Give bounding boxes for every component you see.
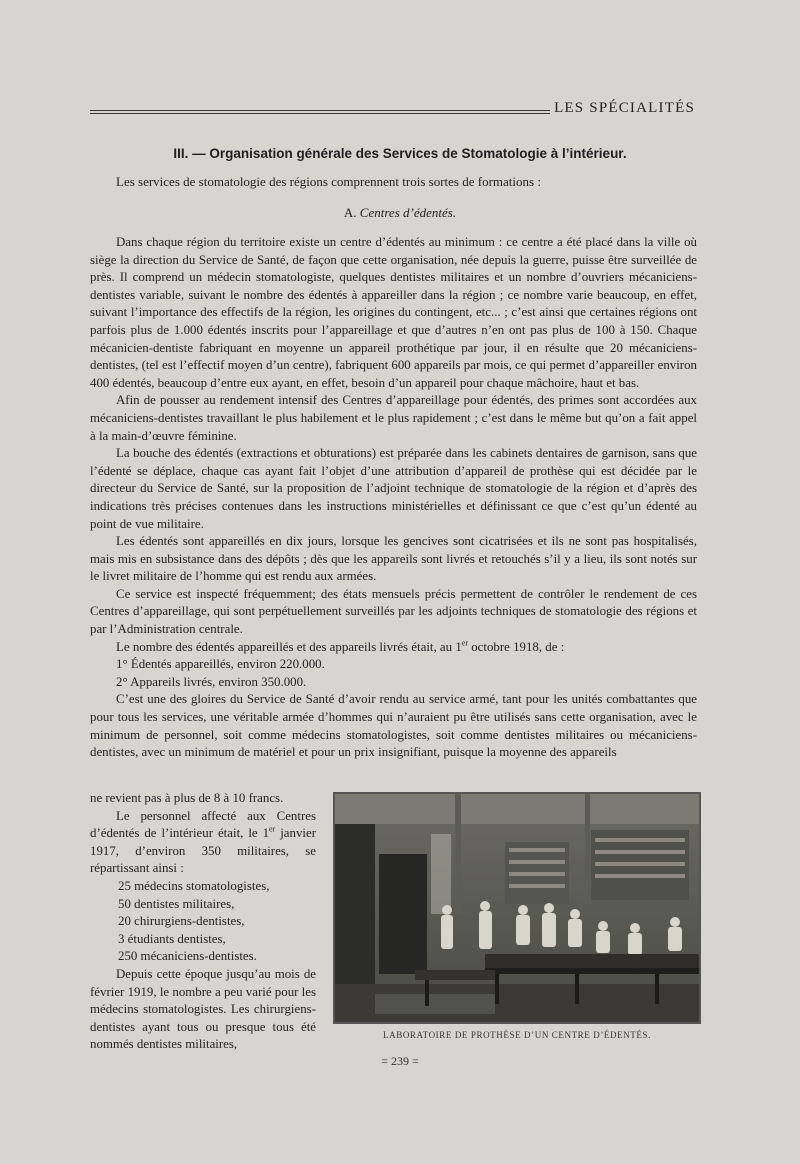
laboratory-photo [333, 792, 701, 1024]
paragraph: Afin de pousser au rendement intensif des Centres d’appareillage pour édentés, des primes sont accordées aux mécaniciens-dentistes travaillant le plus habilement et le plus rapidement ; c’est dans le même but qu’on a fait appel à la main-d’œuvre féminine. [90, 393, 697, 443]
body-text [90, 234, 697, 762]
header-title: LES SPÉCIALITÉS [554, 100, 695, 116]
header-rule [90, 113, 550, 114]
paragraph: Les édentés sont appareillés en dix jours, lorsque les gencives sont cicatrisées et ils ne sont pas hospitalisés, mais mis en subsistance dans des dépôts ; dès que les appareils sont livrés et retouchés s’il y a lieu, ils sont notés sur le livret militaire de l’homme qui est rendu aux armées. [90, 534, 697, 584]
paragraph: C’est une des gloires du Service de Santé d’avoir rendu au service armé, tant pour les unités combattantes que pour tous les services, une véritable armée d’hommes qui n’auraient pu être utilisés sans cette organisation, avec le minimum de personnel, soit comme médecins stomatologistes, soit comme dentistes militaires ou mécaniciens-dentistes, avec un minimum de matériel et pour un prix insignifiant, puisque la moyenne des appareils [90, 692, 697, 760]
paragraph-text: Le nombre des édentés appareillés et des appareils livrés était, au 1 [116, 639, 462, 654]
paragraph: La bouche des édentés (extractions et obturations) est préparée dans les cabinets dentaires de garnison, sans que l’édenté se déplace, chaque cas ayant fait l’objet d’une attribution d’appareil de prothèse qui est décidée par le directeur du Service de Santé, sur la proposition de l’adjoint technique de stomatologie de la région et d’après des indications très précises contenues dans les instructions ministérielles et définissant ce que c’est qu’un édenté au point de vue militaire. [90, 446, 697, 531]
list-item: 2° Appareils livrés, environ 350.000. [116, 674, 307, 689]
superscript: er [461, 638, 468, 648]
list-item: 250 mécaniciens-dentistes. [118, 949, 257, 964]
list-item: 20 chirurgiens-dentistes, [118, 914, 245, 929]
paragraph-text: janvier 1917, d’environ 350 militaires, se répartissant ainsi : [90, 826, 316, 876]
subheading [0, 205, 800, 221]
paragraph-continuation: ne revient pas à plus de 8 à 10 francs. [90, 791, 284, 805]
section-title: III. — Organisation générale des Services de Stomatologie à l’intérieur. [173, 146, 627, 161]
header-rule [90, 110, 550, 111]
subheading-letter: A. [343, 205, 357, 220]
paragraph-text: Le personnel affecté aux Centres d’édentés de l’intérieur était, le 1 [90, 808, 316, 841]
list-item: 25 médecins stomatologistes, [118, 878, 270, 893]
superscript: er [269, 824, 276, 834]
paragraph [90, 808, 316, 878]
subheading-text: Centres d’édentés. [359, 205, 457, 220]
list-item: 1° Édentés appareillés, environ 220.000. [116, 657, 325, 672]
paragraph [90, 639, 697, 657]
paragraph: Depuis cette époque jusqu’au mois de février 1919, le nombre a peu varié pour les médecins stomatologistes. Les chirurgiens-dentistes ayant tous ou presque tous été nommés dentistes militaires, [90, 966, 316, 1052]
photo-caption: LABORATOIRE DE PROTHÈSE D’UN CENTRE D’ÉDENTÉS. [383, 1030, 651, 1040]
running-header [90, 98, 695, 120]
laboratory-scene-image [335, 794, 699, 1022]
paragraph: Ce service est inspecté fréquemment; des états mensuels précis permettent de contrôler le rendement de ces Centres d’appareillage, qui sont perpétuellement surveillés par les adjoints techniques de stomatologie des régions et par l’Administration centrale. [90, 586, 697, 637]
intro-text: Les services de stomatologie des régions comprennent trois sortes de formations : [116, 174, 541, 189]
paragraph: Dans chaque région du territoire existe un centre d’édentés au minimum : ce centre a été placé dans la ville où siège la direction du Service de Santé, de façon que cette organisation, née depuis la guerre, puisse être surveillée de près. Il comprend un médecin stomatologiste, quelques dentistes militaires et un nombre d’ouvriers mécaniciens-dentistes variable, suivant le nombre des édentés à appareiller dans la région ; ce nombre varie beaucoup, en effet, suivant l’importance des effectifs de la région, les origines du contingent, etc... ; c’est ainsi que certaines régions ont parfois plus de 1.000 édentés inscrits pour l’appareillage et que d’autres n’en ont pas plus de 100 à 150. Chaque mécanicien-dentiste fabriquant en moyenne un appareil prothétique par jour, il en résulte que 20 mécaniciens-dentistes, (tel est l’effectif moyen d’un centre), fabriquent 600 appareils par mois, ce qui permet d’appareiller environ 400 édentés, beaucoup d’entre eux ayant, en effet, besoin d’un appareil pour chaque mâchoire, haut et bas. [90, 235, 697, 390]
paragraph-text: octobre 1918, de : [467, 639, 565, 654]
wrapped-column [90, 790, 316, 1054]
list-item: 50 dentistes militaires, [118, 896, 235, 911]
list-item: 3 étudiants dentistes, [118, 931, 226, 946]
page-number: = 239 = [381, 1054, 419, 1068]
